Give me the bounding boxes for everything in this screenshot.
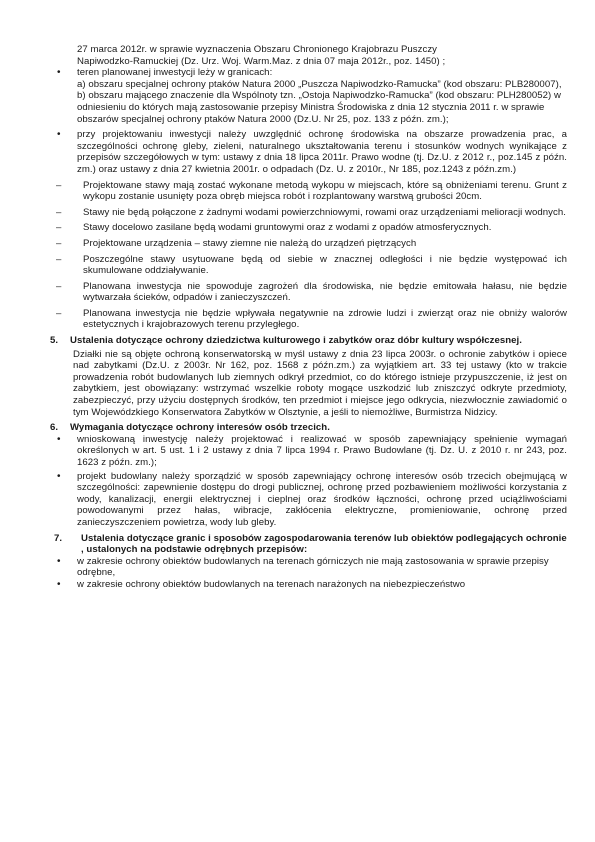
dash-item-text: Projektowane urządzenia – stawy ziemne nie należą do urządzeń piętrzących	[83, 237, 417, 249]
list-item	[50, 222, 567, 234]
intro-line-1: 27 marca 2012r. w sprawie wyznaczenia Obszaru Chronionego Krajobrazu Puszczy	[77, 44, 438, 55]
list-item	[50, 434, 567, 469]
intro-paragraph	[50, 44, 567, 67]
bullet-dot-icon: •	[57, 578, 61, 590]
list-item	[50, 556, 567, 579]
section-number: 6.	[50, 422, 59, 434]
dash-icon: –	[56, 307, 62, 319]
dash-icon: –	[56, 222, 62, 234]
bullet-dot-icon: •	[57, 129, 61, 141]
dash-item-text: Planowana inwestycja nie będzie wpływała negatywnie na zdrowie ludzi i zwierząt oraz nie obniży walorów estetycznych i krajobrazowych terenu przyległego.	[83, 307, 567, 331]
dash-item-text: Stawy docelowo zasilane będą wodami gruntowymi oraz z wodami z opadów atmosferycznych.	[83, 222, 492, 234]
section-number: 5.	[50, 335, 59, 347]
dash-icon: –	[56, 179, 62, 191]
section-number: 7.	[54, 532, 63, 544]
section-6-heading	[50, 422, 567, 434]
dash-item-text: Poszczególne stawy usytuowane będą od siebie w znacznej odległości i nie będzie występować ich skumulowane oddziaływanie.	[83, 253, 567, 277]
bullet-text: teren planowanej inwestycji leży w granicach:	[77, 67, 273, 79]
bullet-dot-icon: •	[57, 555, 61, 567]
dash-item-text: Stawy nie będą połączone z żadnymi wodami powierzchniowymi, rowami oraz urządzeniami melioracji wodnych.	[83, 206, 566, 218]
list-item	[50, 238, 567, 250]
list-item	[50, 207, 567, 219]
bullet-dot-icon: •	[57, 67, 61, 79]
section-5-heading	[50, 335, 567, 347]
section-7-list	[50, 556, 567, 591]
bullet-text: wnioskowaną inwestycję należy projektować i realizować w sposób zapewniający spełnienie wymagań określonych w art. 5 ust. 1 i 2 ustawy z dnia 7 lipca 1994 r. Prawo Budowlane (tj. Dz. U. z 2010 r. nr 243, poz. 1623 z późn. zm.);	[77, 433, 567, 468]
list-item	[50, 281, 567, 304]
dash-item-text: Planowana inwestycja nie spowoduje zagrożeń dla środowiska, nie będzie emitowała hałasu, nie będzie wytwarzała ścieków, odpadów i zanieczyszczeń.	[83, 280, 567, 304]
section-7-heading	[50, 533, 567, 556]
dash-icon: –	[56, 206, 62, 218]
list-item	[50, 180, 567, 203]
dash-item-text: Projektowane stawy mają zostać wykonane metodą wykopu w miejscach, które są obniżeniami terenu. Grunt z wykopu zostanie usunięty poza obręb miejsca robót i rozplantowany warstwą grubości 20cm.	[83, 179, 567, 203]
bullet-text: projekt budowlany należy sporządzić w sposób zapewniający ochronę interesów osób trzecich obejmującą w szczególności: zapewnienie dostępu do drogi publicznej, ochronę przed pozbawieniem możliwości korzystania z wody, kanalizacji, energii elektrycznej i cieplnej oraz środków łączności, ochronę przed uciążliwościami powodowanymi przez hałas, wibracje, zakłócenia elektryczne, promieniowanie, ochronę przed zanieczyszczeniem powietrza, wody lub gleby.	[77, 470, 567, 528]
dash-icon: –	[56, 253, 62, 265]
pond-dash-list	[50, 180, 567, 332]
dash-icon: –	[56, 237, 62, 249]
intro-line-2: Napiwodzko-Ramuckiej (Dz. Urz. Woj. Warm.Maz. z dnia 07 maja 2012r., poz. 1450) ;	[77, 55, 446, 67]
bullet-text: w zakresie ochrony obiektów budowlanych na terenach górniczych nie mają zastosowania w sprawie przepisy odrębne,	[77, 555, 549, 579]
bullet-sub-b: b) obszaru mającego znaczenie dla Wspólnoty tzn. „Ostoja Napiwodzko-Ramucka” (kod obszaru: PLH280052) w odniesieniu do których mają zastosowanie przepisy Ministra Środowiska z dnia 12 stycznia 2011 r. w sprawie obszarów specjalnej ochrony ptaków Natura 2000 (Dz.U. Nr 25, poz. 133 z późn. zm.);	[77, 90, 561, 125]
bullet-text: w zakresie ochrony obiektów budowlanych na terenach narażonych na niebezpieczeństwo	[77, 578, 466, 590]
list-item	[50, 308, 567, 331]
bullet-text: przy projektowaniu inwestycji należy uwzględnić ochronę środowiska na obszarze prowadzenia prac, a szczególności ochronę gleby, zieleni, naturalnego ukształtowania terenu i stosunków wodnych wynikające z przepisów szczegółowych w tym: ustawy z dnia 18 lipca 2011r. Prawo wodne (tj. Dz.U. z 2012 r., poz.145 z późn. zm.) oraz ustawy z dnia 27 kwietnia 2001r. o odpadach (Dz. U. z 2010r., Nr 185, poz.1243 z późn.zm.)	[77, 129, 567, 175]
section-title: Ustalenia dotyczące ochrony dziedzictwa kulturowego i zabytków oraz dóbr kultury współczesnej.	[70, 335, 522, 347]
environment-bullet-list	[50, 67, 567, 175]
dash-icon: –	[56, 280, 62, 292]
list-item	[50, 67, 567, 125]
section-title: Wymagania dotyczące ochrony interesów osób trzecich.	[70, 422, 330, 434]
bullet-dot-icon: •	[57, 470, 61, 482]
list-item	[50, 579, 567, 591]
list-item	[50, 254, 567, 277]
section-title: Ustalenia dotyczące granic i sposobów zagospodarowania terenów lub obiektów podlegających ochronie , ustalonych na podstawie odrębnych przepisów:	[81, 532, 567, 556]
bullet-sub-a: a) obszaru specjalnej ochrony ptaków Natura 2000 „Puszcza Napiwodzko-Ramucka” (kod obszaru: PLB280007),	[77, 78, 562, 90]
list-item	[50, 129, 567, 175]
section-6-list	[50, 434, 567, 529]
bullet-dot-icon: •	[57, 433, 61, 445]
list-item	[50, 471, 567, 529]
section-5-body: Działki nie są objęte ochroną konserwatorską w myśl ustawy z dnia 23 lipca 2003r. o ochronie zabytków i opiece nad zabytkami (Dz.U. z 2003r. Nr 162, poz. 1568 z późn.zm.) za wyjątkiem art. 33 tej ustawy (kto w trakcie prowadzenia robót budowlanych lub ziemnych odkrył przedmiot, co do którego istnieje przypuszczenie, iż jest on zabytkiem, jest obowiązany: wstrzymać wszelkie roboty mogące uszkodzić lub zniszczyć odkryte przedmioty, zabezpieczyć, przy użyciu dostępnych środków, ten przedmiot i miejsce jego odkrycia, niezwłocznie zawiadomić o tym Wojewódzkiego Konserwatora Zabytków w Olsztynie, a jeśli to niemożliwe, Burmistrza Nidzicy.	[73, 348, 567, 418]
